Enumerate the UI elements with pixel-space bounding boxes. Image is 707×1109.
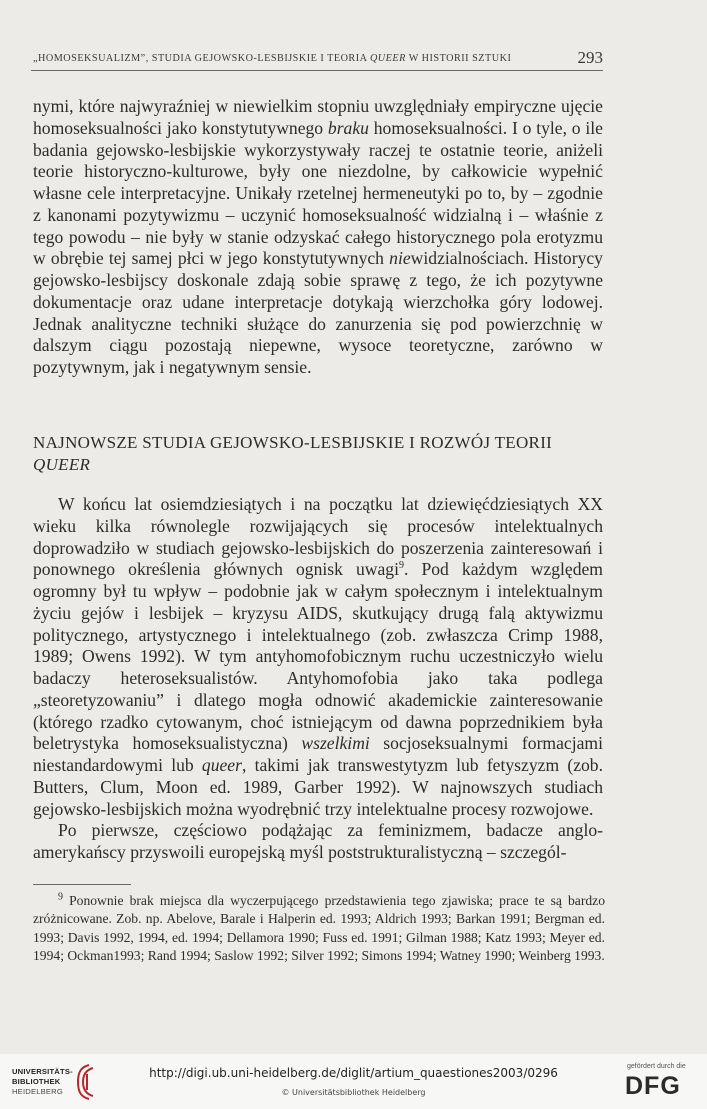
footnote-text: Ponownie brak miejsca dla wyczerpującego przedstawienia tego zjawiska; prace te są bardzo zróżnicowane. Zob. np. Abelove, Barale i Halperin ed. 1993; Aldrich 1993; Barkan 1991; Bergman ed. 1993; Davis 1992, 1994, ed. 1994; Dellamora 1990; Fuss ed. 1991; Gilman 1988; Katz 1993; Meyer ed. 1994; Ockman1993; Rand 1994; Saslow 1992; Silver 1992; Simons 1994; Watney 1990; Weinberg 1993. [33,893,605,963]
running-head-text-end: W HISTORII SZTUKI [405,53,512,64]
p2-italic-queer: queer [201,755,242,775]
p1-italic-braku: braku [327,117,369,138]
p2-text-a: W końcu lat osiemdziesiątych i na początku lat dziewięćdziesiątych XX wieku kilka równolegle rozwijających się procesów intelektualnych doprowadziło w studiach gejowsko-lesbijskich do poszerzenia zainteresowań i ponownego określenia głównych ognisk uwagi [33,494,603,580]
dfg-logo: DFG [625,1072,681,1100]
paragraph-1 [33,96,603,379]
footnote-reference[interactable]: 9 [399,560,404,572]
footnote-number: 9 [58,891,63,903]
funded-by-label: gefördert durch die [627,1063,686,1070]
paragraph-2 [33,494,603,820]
p2-italic-wszelkimi: wszelkimi [301,733,370,754]
paragraph-3: Po pierwsze, częściowo podążając za feminizmem, badacze anglo-amerykańscy przyswoili europejską myśl poststrukturalistyczną – szczegól- [33,820,603,862]
footer-bar [0,1054,707,1109]
running-head-text: „HOMOSEKSUALIZM”, STUDIA GEJOWSKO-LESBIJSKIE I TEORIA [33,53,370,64]
page-number: 293 [577,48,603,67]
section-heading [33,432,603,475]
p2-text-c: socjoseksualnymi formacjami niestandardowymi lub [33,733,603,775]
library-line-3: HEIDELBERG [12,1087,63,1096]
footnote-9 [33,892,605,965]
footnote-rule [33,884,131,885]
p2-text-d: , takimi jak transwestytyzm lub fetyszyzm (zob. Butters, Clum, Moon ed. 1989, Garber 1992). W najnowszych studiach gejowsko-lesbijskich można wyodrębnić trzy intelektualne procesy rozwojowe. [33,755,604,819]
p1-text-c: widzialnościach. Historycy gejowsko-lesbijscy doskonale zdają sobie sprawę z tego, że ich pozytywne dokumentacje oraz udane interpretacje dotykają wierzchołka góry lodowej. Jednak analityczne techniki służące do zanurzenia się pod powierzchnię w dalszym ciągu pozostają niepewne, wysoce teoretyczne, zarówno w pozytywnym, jak i negatywnym sensie. [33,248,603,377]
copyright-notice: © Universitätsbibliothek Heidelberg [281,1088,426,1097]
p1-italic-nie: nie [389,248,411,269]
source-url[interactable]: http://digi.ub.uni-heidelberg.de/diglit/artium_quaestiones2003/0296 [149,1066,558,1080]
p1-text-a: nymi, które najwyraźniej w niewielkim stopniu uwzględniały empiryczne ujęcie homoseksualności jako konstytutywnego [33,96,603,138]
library-line-1: UNIVERSITÄTS- [12,1067,73,1076]
header-rule [31,70,603,71]
running-head-italic: QUEER [369,53,406,64]
p1-text-b: homoseksualności. I o tyle, o ile badania gejowsko-lesbijskie wykorzystywały raczej te ostatnie teorie, aniżeli teorie historyczno-kulturowe, były one niezdolne, by całkowicie wypełnić własne cele interpretacyjne. Unikały rzetelnej hermeneutyki po to, by – zgodnie z kanonami pozytywizmu – uczynić homoseksualność widzialną i – właśnie z tego powodu – nie były w stanie odzyskać całego historycznego pola erotyzmu w obrębie tej samej płci w jego konstytutywnych [33,117,603,269]
paragraph-2-and-3 [33,494,603,864]
section-heading-text: NAJNOWSZE STUDIA GEJOWSKO-LESBIJSKIE I ROZWÓJ TEORII [33,433,553,452]
section-heading-italic: QUEER [33,454,91,474]
p2-text-b: . Pod każdym względem ogromny był tu wpływ – podobnie jak w całym społecznym i intelektualnym życiu gejów i lesbijek – kryzysu AIDS, skutkujący drugą falą aktywizmu politycznego, artystycznego i intelektualnego (zob. zwłaszcza Crimp 1988, 1989; Owens 1992). W tym antyhomofobicznym ruchu uczestniczyło wielu badaczy heteroseksualistów. Antyhomofobia jako taka podlega „steoretyzowaniu” i dlatego mogła odnowić akademickie zainteresowanie (którego rzadko cytowanym, choć istniejącym od dawna poprzednikiem była beletrystyka homoseksualistyczna) [33,559,603,754]
library-line-2: BIBLIOTHEK [12,1077,61,1086]
